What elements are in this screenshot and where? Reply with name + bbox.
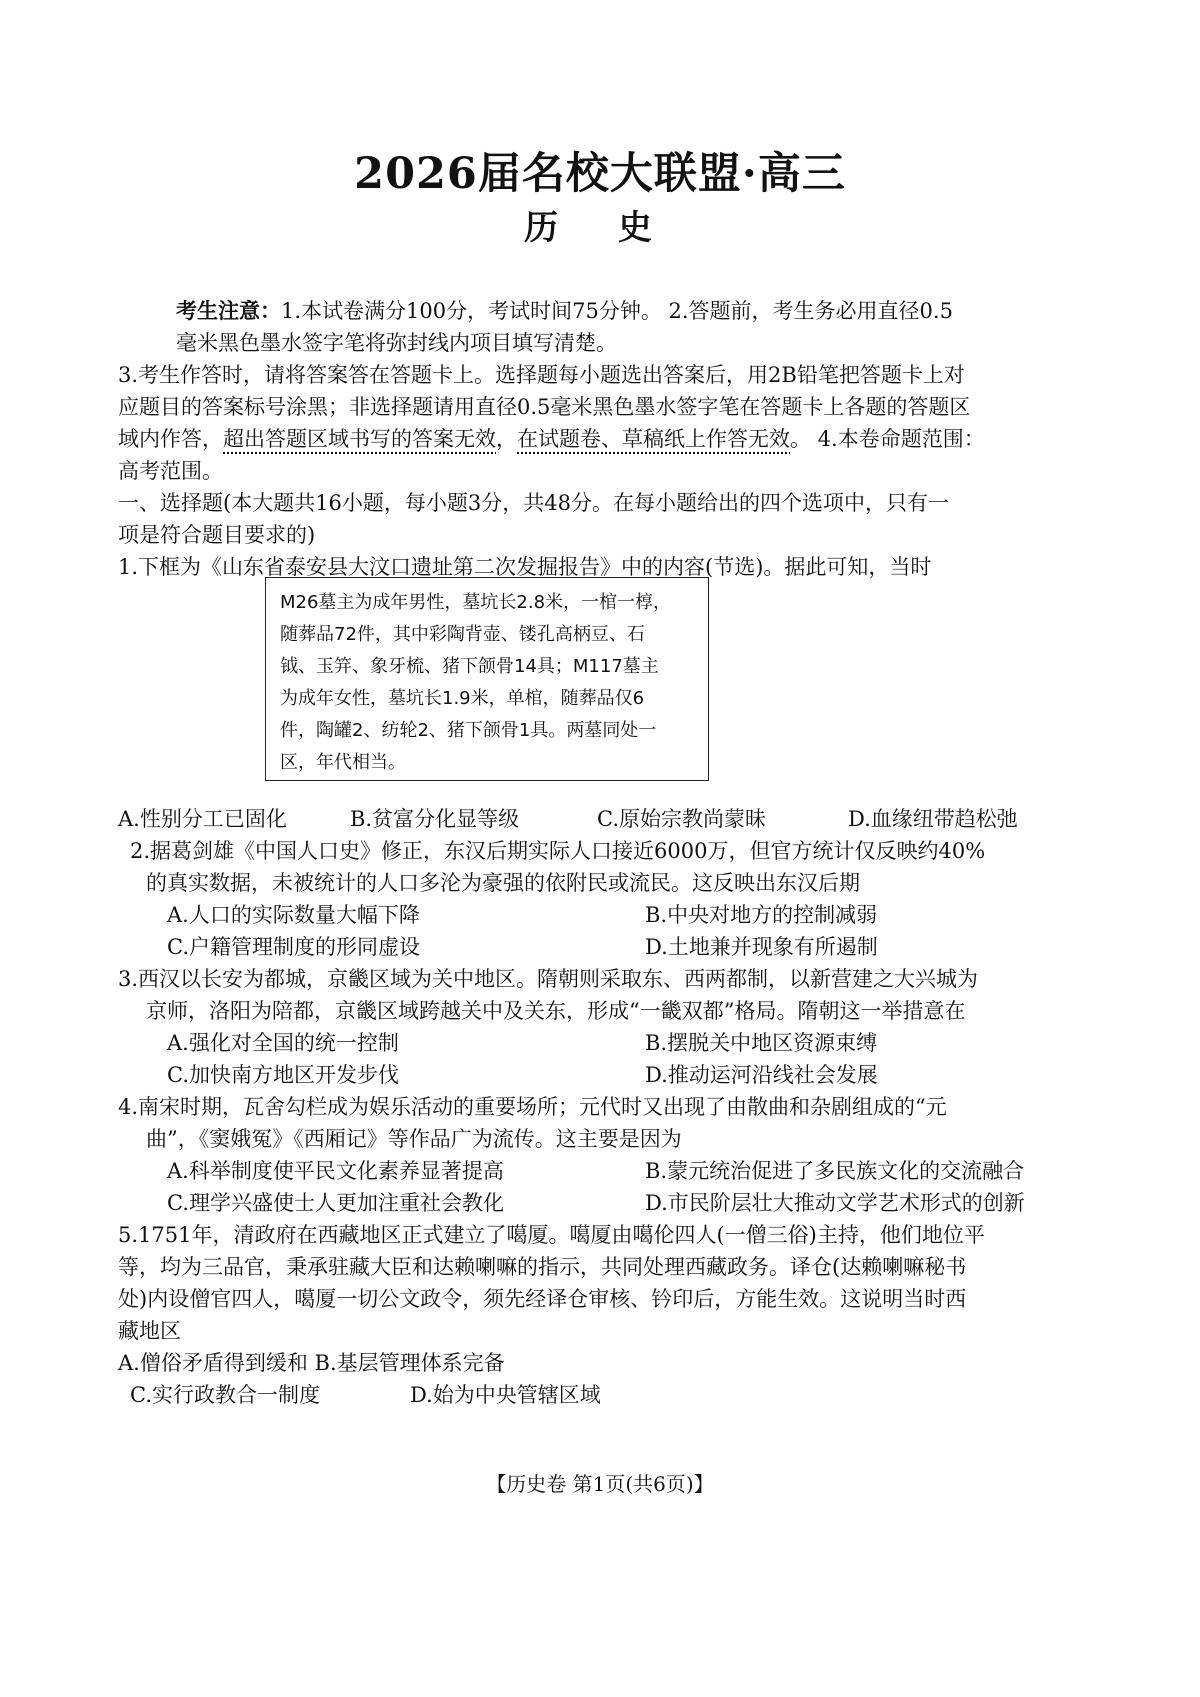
question-2-option-b: B.中央对地方的控制减弱 [645,903,878,927]
question-5-stem-3: 处)内设僧官四人，噶厦一切公文政令，须先经译仓审核、钤印后，方能生效。这说明当时西 [118,1287,967,1311]
question-3-option-d: D.推动运河沿线社会发展 [645,1063,878,1087]
notice-emphasis-1: 超出答题区域书写的答案无效 [223,427,496,451]
question-4-option-b: B.蒙元统治促进了多民族文化的交流融合 [645,1159,1025,1183]
question-3-stem-2: 京师，洛阳为陪都，京畿区域跨越关中及关东，形成“一畿双都”格局。隋朝这一举措意在 [146,999,966,1023]
question-1-source-box [265,577,709,781]
notice-emphasis-2: 在试题卷、草稿纸上作答无效 [517,427,790,451]
question-5-options-ab: A.僧俗矛盾得到缓和 B.基层管理体系完备 [118,1351,505,1375]
question-4-stem-1: 4.南宋时期，瓦舍勾栏成为娱乐活动的重要场所；元代时又出现了由散曲和杂剧组成的“元 [118,1095,947,1119]
source-box-line: 为成年女性，墓坑长1.9米，单棺，随葬品仅6 [280,688,645,709]
question-5-stem-4: 藏地区 [118,1319,181,1343]
notice-text-5e: 。 4.本卷命题范围： [790,427,985,451]
question-5-option-d: D.始为中央管辖区域 [410,1383,601,1407]
source-box-line: 区，年代相当。 [280,752,406,773]
question-1-stem: 1.下框为《山东省泰安县大汶口遗址第二次发掘报告》中的内容(节选)。据此可知，当时 [118,555,932,579]
notice-text-5c: ， [496,427,517,451]
question-1-option-a: A.性别分工已固化 [118,807,287,831]
question-4-option-d: D.市民阶层壮大推动文学艺术形式的创新 [645,1191,1025,1215]
question-1-option-c: C.原始宗教尚蒙昧 [597,807,766,831]
notice-line-5 [118,423,985,455]
question-5-stem-1: 5.1751年，清政府在西藏地区正式建立了噶厦。噶厦由噶伦四人(一僧三俗)主持，他们地位平 [118,1223,985,1247]
question-2-option-d: D.土地兼并现象有所遏制 [645,935,878,959]
question-1-option-d: D.血缘纽带趋松弛 [848,807,1018,831]
notice-line-4: 应题目的答案标号涂黑；非选择题请用直径0.5毫米黑色墨水签字笔在答题卡上各题的答题区 [118,395,971,419]
source-box-line: 钺、玉笄、象牙梳、猪下颌骨14具；M117墓主 [280,656,659,677]
question-4-option-c: C.理学兴盛使士人更加注重社会教化 [167,1191,504,1215]
notice-line-6: 高考范围。 [118,459,223,483]
notice-text-5a: 域内作答， [118,427,223,451]
source-box-line: M26墓主为成年男性，墓坑长2.8米，一棺一椁， [280,592,672,613]
subject-title: 历 史 [524,208,676,248]
page-footer: 【历史卷 第1页(共6页)】 [486,1472,714,1496]
source-box-line: 件，陶罐2、纺轮2、猪下颌骨1具。两墓同处一 [280,720,657,741]
exam-title: 2026届名校大联盟·高三 [354,149,846,199]
question-3-stem-1: 3.西汉以长安为都城，京畿区域为关中地区。隋朝则采取东、西两都制，以新营建之大兴城为 [118,967,979,991]
question-5-stem-2: 等，均为三品官，秉承驻藏大臣和达赖喇嘛的指示，共同处理西藏政务。译仓(达赖喇嘛秘书 [118,1255,967,1279]
question-2-stem-2: 的真实数据，未被统计的人口多沦为豪强的依附民或流民。这反映出东汉后期 [146,871,860,895]
notice-label: 考生注意： [176,298,281,323]
question-4-stem-2: 曲”，《窦娥冤》《西厢记》等作品广为流传。这主要是因为 [146,1127,682,1151]
notice-text-1: 1.本试卷满分100分，考试时间75分钟。 2.答题前，考生务必用直径0.5 [281,299,953,323]
notice-line-2: 毫米黑色墨水签字笔将弥封线内项目填写清楚。 [176,331,617,355]
notice-line-1 [176,295,953,327]
question-5-option-c: C.实行政教合一制度 [130,1383,320,1407]
question-2-option-a: A.人口的实际数量大幅下降 [167,903,420,927]
source-box-line: 随葬品72件，其中彩陶背壶、镂孔高柄豆、石 [280,624,645,645]
section-heading-1: 一、选择题(本大题共16小题，每小题3分，共48分。在每小题给出的四个选项中，只有一 [118,491,949,515]
question-3-option-a: A.强化对全国的统一控制 [167,1031,399,1055]
question-1-option-b: B.贫富分化显等级 [350,807,520,831]
question-4-option-a: A.科举制度使平民文化素养显著提高 [167,1159,504,1183]
question-3-option-b: B.摆脱关中地区资源束缚 [645,1031,878,1055]
section-heading-2: 项是符合题目要求的) [118,523,316,547]
question-2-stem-1: 2.据葛剑雄《中国人口史》修正，东汉后期实际人口接近6000万，但官方统计仅反映约40% [130,839,986,863]
question-2-option-c: C.户籍管理制度的形同虚设 [167,935,420,959]
notice-line-3: 3.考生作答时，请将答案答在答题卡上。选择题每小题选出答案后，用2B铅笔把答题卡上对 [118,363,965,387]
question-3-option-c: C.加快南方地区开发步伐 [167,1063,399,1087]
